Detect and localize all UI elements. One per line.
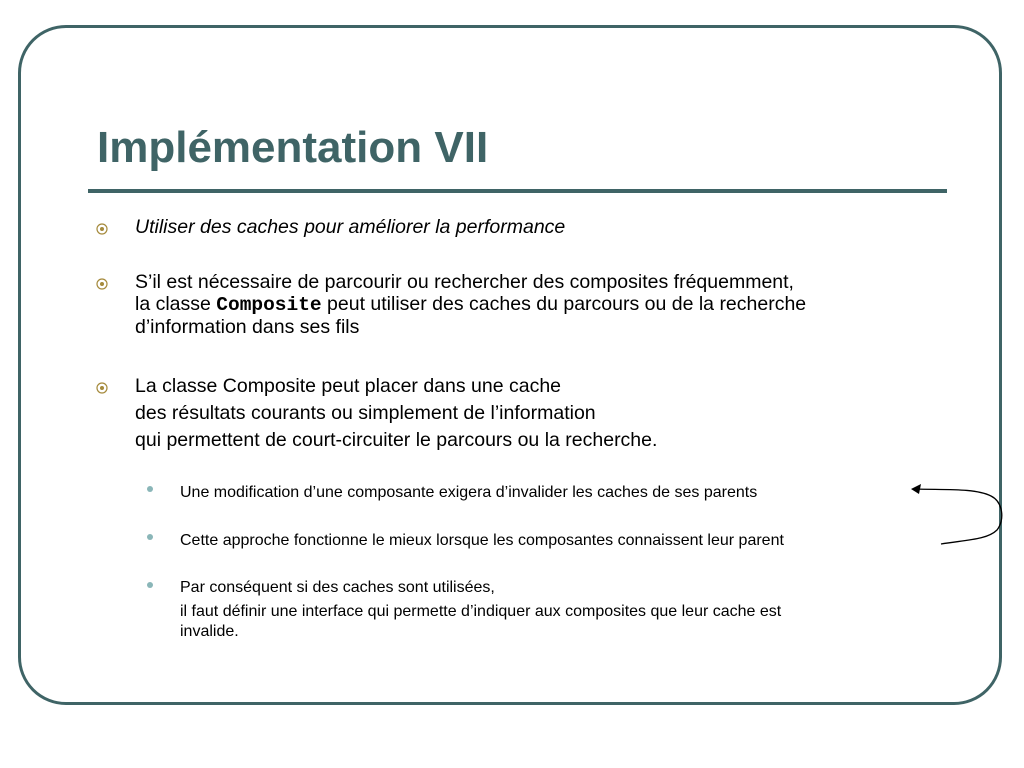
bullet-2-line-2 <box>135 293 806 316</box>
sub-bullet-1 <box>180 483 757 503</box>
slide-title: Implémentation VII <box>97 123 489 172</box>
bullet-2-prefix: la classe <box>135 293 217 315</box>
bullet-2 <box>135 271 806 338</box>
bullet-3-line-3: qui permettent de court-circuiter le parcours ou la recherche. <box>135 429 658 451</box>
curved-arrow-icon <box>905 478 1005 550</box>
sub-bullet-dot <box>147 534 153 540</box>
bullet-1 <box>135 216 565 238</box>
sub-bullet-3-line-2: il faut définir une interface qui permette d’indiquer aux composites que leur cache est <box>180 603 782 620</box>
ornament-bullet-icon <box>96 278 108 290</box>
title-underline <box>88 189 947 193</box>
bullet-1-text: Utiliser des caches pour améliorer la performance <box>135 216 566 238</box>
bullet-2-line-1: S’il est nécessaire de parcourir ou rechercher des composites fréquemment, <box>135 271 794 293</box>
sub-bullet-3-line-3: invalide. <box>180 623 239 640</box>
bullet-2-line-3: d’information dans ses fils <box>135 316 360 338</box>
bullet-2-suffix: peut utiliser des caches du parcours ou de la recherche <box>321 293 807 315</box>
sub-bullet-dot <box>147 582 153 588</box>
ornament-bullet-icon <box>96 382 108 394</box>
sub-bullet-1-text: Une modification d’une composante exigera d’invalider les caches de ses parents <box>180 484 758 501</box>
composite-code: Composite <box>216 294 322 316</box>
ornament-bullet-icon <box>96 223 108 235</box>
sub-bullet-dot <box>147 486 153 492</box>
sub-bullet-2-text: Cette approche fonctionne le mieux lorsque les composantes connaissent leur parent <box>180 532 784 549</box>
bullet-3-line-1: La classe Composite peut placer dans une cache <box>135 375 562 397</box>
bullet-3 <box>135 375 657 451</box>
sub-bullet-3-line-1: Par conséquent si des caches sont utilisées, <box>180 579 495 596</box>
bullet-3-line-2: des résultats courants ou simplement de l’information <box>135 402 596 424</box>
sub-bullet-2 <box>180 531 784 551</box>
sub-bullet-3 <box>180 578 781 642</box>
